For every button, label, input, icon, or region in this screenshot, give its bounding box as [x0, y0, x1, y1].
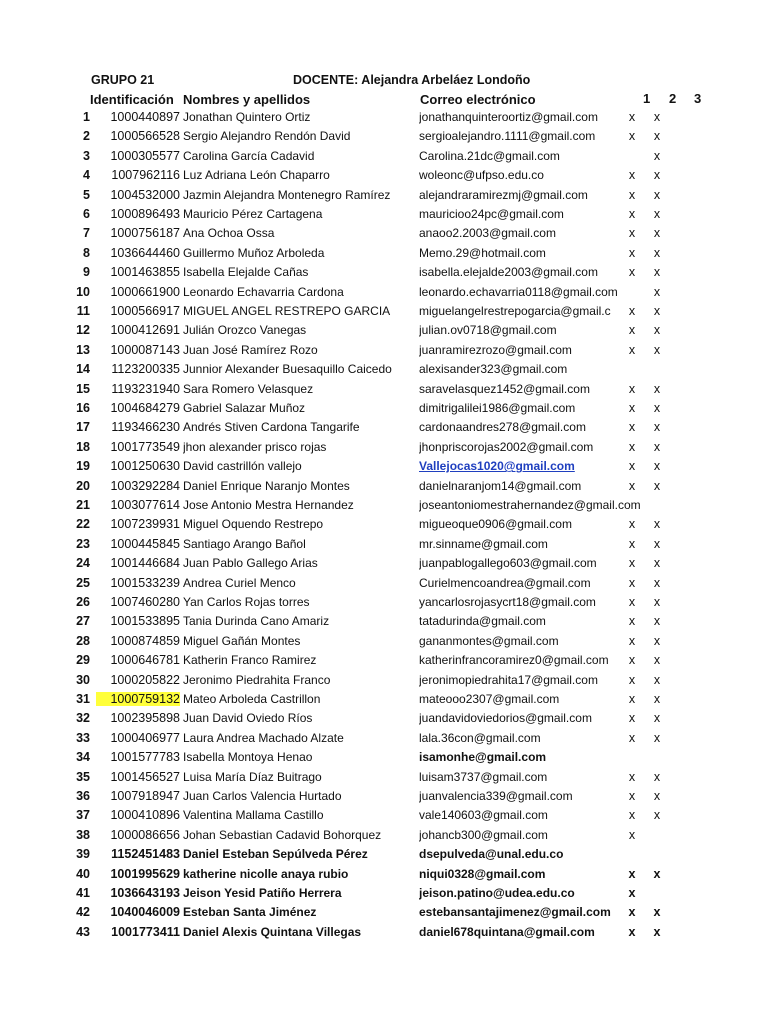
mark-2-cell: x — [653, 808, 661, 823]
email-cell: luisam3737@gmail.com — [419, 769, 548, 784]
row-number: 27 — [76, 614, 90, 629]
email-cell: vale140603@gmail.com — [419, 808, 548, 823]
mark-2-cell: x — [653, 226, 661, 241]
email-cell: lala.36con@gmail.com — [419, 730, 541, 745]
row-number: 14 — [76, 362, 90, 377]
email-cell: juanvalencia339@gmail.com — [419, 789, 573, 803]
row-number: 7 — [83, 226, 90, 241]
col-header-name: Nombres y apellidos — [183, 92, 311, 107]
email-cell: niqui0328@gmail.com — [419, 866, 546, 881]
identification-cell: 1001773549 — [110, 439, 180, 454]
mark-1-cell: x — [628, 575, 636, 590]
table-row — [0, 904, 768, 923]
row-number: 19 — [76, 459, 90, 474]
row-number: 33 — [76, 730, 90, 745]
identification-cell: 1000205822 — [110, 672, 180, 687]
name-cell: Luisa María Díaz Buitrago — [183, 769, 322, 784]
email-cell: jonathanquinteroortiz@gmail.com — [419, 110, 598, 124]
row-number: 10 — [76, 284, 90, 299]
email-cell: cardonaandres278@gmail.com — [419, 420, 586, 435]
name-cell: Sara Romero Velasquez — [183, 381, 314, 396]
identification-cell: 1001577783 — [110, 750, 180, 765]
mark-1-cell: x — [628, 459, 636, 474]
row-number: 29 — [76, 653, 90, 668]
row-number: 36 — [76, 789, 90, 803]
row-number: 15 — [76, 381, 90, 396]
mark-2-cell: x — [653, 401, 661, 415]
email-cell: julian.ov0718@gmail.com — [419, 323, 557, 338]
table-row — [0, 284, 768, 303]
identification-cell: 1036644460 — [110, 245, 180, 260]
col-header-1: 1 — [643, 91, 651, 106]
name-cell: Gabriel Salazar Muñoz — [183, 401, 306, 415]
email-cell: jeison.patino@udea.edu.co — [419, 886, 575, 900]
name-cell: Laura Andrea Machado Alzate — [183, 730, 344, 745]
identification-cell: 1001533239 — [110, 575, 180, 590]
name-cell: Jazmin Alejandra Montenegro Ramírez — [183, 187, 391, 202]
identification-cell: 1001773411 — [111, 924, 180, 939]
mark-1-cell: x — [628, 730, 636, 745]
name-cell: Jeison Yesid Patiño Herrera — [183, 886, 342, 900]
mark-1-cell: x — [628, 129, 636, 144]
table-row — [0, 400, 768, 419]
mark-1-cell: x — [628, 226, 636, 241]
table-row — [0, 264, 768, 283]
mark-2-cell: x — [653, 187, 661, 202]
mark-2-cell: x — [653, 575, 661, 590]
name-cell: katherine nicolle anaya rubio — [183, 866, 349, 881]
email-cell: alejandraramirezmj@gmail.com — [419, 187, 588, 202]
row-number: 12 — [76, 323, 90, 338]
email-cell: estebansantajimenez@gmail.com — [419, 905, 611, 920]
table-row — [0, 245, 768, 264]
email-cell: isamonhe@gmail.com — [419, 750, 547, 765]
mark-1-cell: x — [628, 905, 636, 920]
table-row — [0, 148, 768, 167]
name-cell: Juan Pablo Gallego Arias — [183, 556, 318, 571]
mark-2-cell: x — [653, 517, 661, 532]
mark-2-cell: x — [653, 110, 661, 124]
table-row — [0, 924, 768, 943]
mark-2-cell: x — [653, 595, 661, 609]
name-cell: Miguel Gañán Montes — [183, 633, 301, 648]
col-header-3: 3 — [694, 91, 702, 106]
name-cell: Daniel Enrique Naranjo Montes — [183, 478, 350, 493]
row-number: 35 — [76, 769, 90, 784]
identification-cell: 1000646781 — [110, 653, 180, 668]
name-cell: Johan Sebastian Cadavid Bohorquez — [183, 827, 382, 842]
mark-1-cell: x — [628, 401, 636, 415]
identification-cell: 1000305577 — [110, 148, 180, 163]
table-row — [0, 613, 768, 632]
name-cell: Isabella Elejalde Cañas — [183, 265, 309, 280]
mark-2-cell: x — [653, 866, 661, 881]
table-row — [0, 827, 768, 846]
mark-1-cell: x — [628, 439, 636, 454]
table-row — [0, 109, 768, 128]
identification-cell: 1040046009 — [110, 905, 180, 920]
row-number: 23 — [76, 536, 90, 551]
identification-cell: 1000406977 — [110, 730, 180, 745]
row-number: 16 — [76, 401, 90, 415]
mark-1-cell: x — [628, 886, 636, 900]
mark-1-cell: x — [628, 110, 636, 124]
email-cell: saravelasquez1452@gmail.com — [419, 381, 590, 396]
identification-cell: 1004684279 — [110, 401, 180, 415]
name-cell: Esteban Santa Jiménez — [183, 905, 317, 920]
table-row — [0, 846, 768, 865]
identification-cell: 1007239931 — [110, 517, 180, 532]
mark-1-cell: x — [628, 304, 636, 318]
table-row — [0, 342, 768, 361]
identification-cell: 1000756187 — [110, 226, 180, 241]
mark-1-cell: x — [628, 711, 636, 726]
mark-2-cell: x — [653, 129, 661, 144]
table-row — [0, 381, 768, 400]
name-cell: Miguel Oquendo Restrepo — [183, 517, 324, 532]
identification-cell: 1007460280 — [110, 595, 180, 609]
identification-cell: 1004532000 — [110, 187, 180, 202]
table-row — [0, 361, 768, 380]
name-cell: Carolina García Cadavid — [183, 148, 315, 163]
mark-2-cell: x — [653, 245, 661, 260]
email-cell: mateooo2307@gmail.com — [419, 692, 560, 706]
table-row — [0, 788, 768, 807]
mark-2-cell: x — [653, 420, 661, 435]
mark-1-cell: x — [628, 827, 636, 842]
table-row — [0, 633, 768, 652]
identification-cell: 1000445845 — [110, 536, 180, 551]
identification-cell: 1000412691 — [110, 323, 180, 338]
mark-2-cell: x — [653, 342, 661, 357]
mark-2-cell: x — [653, 284, 661, 299]
row-number: 41 — [76, 886, 90, 900]
name-cell: Tania Durinda Cano Amariz — [183, 614, 330, 629]
name-cell: Leonardo Echavarria Cardona — [183, 284, 344, 299]
identification-cell: 1001446684 — [110, 556, 180, 571]
mark-2-cell: x — [653, 769, 661, 784]
table-row — [0, 225, 768, 244]
mark-1-cell: x — [628, 924, 636, 939]
mark-1-cell: x — [628, 595, 636, 609]
name-cell: Guillermo Muñoz Arboleda — [183, 245, 325, 260]
mark-2-cell: x — [653, 633, 661, 648]
name-cell: Juan José Ramírez Rozo — [183, 342, 318, 357]
identification-cell: 1152451483 — [111, 847, 180, 862]
table-row — [0, 652, 768, 671]
name-cell: MIGUEL ANGEL RESTREPO GARCIA — [183, 304, 391, 318]
row-number: 30 — [76, 672, 90, 687]
email-cell[interactable]: Vallejocas1020@gmail.com — [419, 459, 575, 474]
table-row — [0, 691, 768, 710]
mark-1-cell: x — [628, 556, 636, 571]
mark-1-cell: x — [628, 207, 636, 221]
table-row — [0, 303, 768, 322]
table-row — [0, 322, 768, 341]
mark-2-cell: x — [653, 148, 661, 163]
row-number: 6 — [83, 207, 90, 221]
row-number: 11 — [76, 304, 90, 318]
name-cell: Julián Orozco Vanegas — [183, 323, 307, 338]
mark-1-cell: x — [628, 808, 636, 823]
email-cell: juanpablogallego603@gmail.com — [419, 556, 597, 571]
email-cell: dsepulveda@unal.edu.co — [419, 847, 564, 862]
mark-1-cell: x — [628, 187, 636, 202]
mark-1-cell: x — [628, 769, 636, 784]
email-cell: woleonc@ufpso.edu.co — [419, 168, 544, 183]
row-number: 32 — [76, 711, 90, 726]
identification-cell: 1000759132 — [96, 692, 180, 706]
row-number: 9 — [83, 265, 90, 280]
mark-1-cell: x — [628, 265, 636, 280]
name-cell: Jose Antonio Mestra Hernandez — [183, 498, 354, 512]
row-number: 17 — [76, 420, 90, 435]
name-cell: Jeronimo Piedrahita Franco — [183, 672, 331, 687]
table-row — [0, 555, 768, 574]
name-cell: Katherin Franco Ramirez — [183, 653, 317, 668]
email-cell: leonardo.echavarria0118@gmail.com — [419, 284, 618, 299]
mark-1-cell: x — [628, 381, 636, 396]
name-cell: Sergio Alejandro Rendón David — [183, 129, 351, 144]
email-cell: Curielmencoandrea@gmail.com — [419, 575, 591, 590]
mark-1-cell: x — [628, 653, 636, 668]
table-row — [0, 594, 768, 613]
name-cell: Isabella Montoya Henao — [183, 750, 313, 765]
email-cell: mr.sinname@gmail.com — [419, 536, 548, 551]
row-number: 5 — [83, 187, 90, 202]
identification-cell: 1003077614 — [110, 498, 180, 512]
identification-cell: 1001995629 — [110, 866, 180, 881]
identification-cell: 1007918947 — [110, 789, 180, 803]
row-number: 34 — [76, 750, 90, 765]
col-header-2: 2 — [669, 91, 677, 106]
identification-cell: 1193466230 — [111, 420, 180, 435]
row-number: 26 — [76, 595, 90, 609]
row-number: 1 — [83, 110, 90, 124]
row-number: 39 — [76, 847, 90, 862]
identification-cell: 1001250630 — [110, 459, 180, 474]
row-number: 2 — [83, 129, 90, 144]
table-row — [0, 575, 768, 594]
mark-1-cell: x — [628, 478, 636, 493]
row-number: 37 — [76, 808, 90, 823]
mark-2-cell: x — [653, 168, 661, 183]
identification-cell: 1000086656 — [110, 827, 180, 842]
mark-2-cell: x — [653, 265, 661, 280]
row-number: 40 — [76, 866, 90, 881]
table-row — [0, 167, 768, 186]
email-cell: gananmontes@gmail.com — [419, 633, 559, 648]
mark-2-cell: x — [653, 556, 661, 571]
identification-cell: 1001456527 — [110, 769, 180, 784]
row-number: 21 — [76, 498, 90, 512]
mark-1-cell: x — [628, 323, 636, 338]
email-cell: sergioalejandro.1111@gmail.com — [419, 129, 596, 144]
mark-2-cell: x — [653, 730, 661, 745]
row-number: 22 — [76, 517, 90, 532]
identification-cell: 1007962116 — [111, 168, 180, 183]
table-row — [0, 730, 768, 749]
mark-2-cell: x — [653, 711, 661, 726]
name-cell: Yan Carlos Rojas torres — [183, 595, 310, 609]
name-cell: Mateo Arboleda Castrillon — [183, 692, 321, 706]
email-cell: jeronimopiedrahita17@gmail.com — [419, 672, 598, 687]
mark-2-cell: x — [653, 439, 661, 454]
mark-1-cell: x — [628, 614, 636, 629]
table-row — [0, 128, 768, 147]
mark-2-cell: x — [653, 323, 661, 338]
name-cell: Andrés Stiven Cardona Tangarife — [183, 420, 360, 435]
mark-1-cell: x — [628, 245, 636, 260]
email-cell: Memo.29@hotmail.com — [419, 245, 546, 260]
row-number: 8 — [83, 245, 90, 260]
email-cell: daniel678quintana@gmail.com — [419, 924, 595, 939]
table-row — [0, 749, 768, 768]
mark-1-cell: x — [628, 672, 636, 687]
identification-cell: 1123200335 — [111, 362, 180, 377]
name-cell: Ana Ochoa Ossa — [183, 226, 275, 241]
table-row — [0, 516, 768, 535]
table-row — [0, 187, 768, 206]
email-cell: alexisander323@gmail.com — [419, 362, 568, 377]
name-cell: Santiago Arango Bañol — [183, 536, 306, 551]
mark-1-cell: x — [628, 517, 636, 532]
table-row — [0, 439, 768, 458]
email-cell: danielnaranjom14@gmail.com — [419, 478, 582, 493]
mark-2-cell: x — [653, 478, 661, 493]
table-row — [0, 497, 768, 516]
identification-cell: 1000566528 — [110, 129, 180, 144]
table-row — [0, 807, 768, 826]
identification-cell: 1002395898 — [110, 711, 180, 726]
identification-cell: 1000087143 — [110, 342, 180, 357]
table-row — [0, 478, 768, 497]
email-cell: mauricioo24pc@gmail.com — [419, 207, 564, 221]
email-cell: johancb300@gmail.com — [419, 827, 548, 842]
mark-2-cell: x — [653, 304, 661, 318]
table-row — [0, 419, 768, 438]
name-cell: jhon alexander prisco rojas — [183, 439, 327, 454]
table-row — [0, 206, 768, 225]
col-header-id: Identificación — [90, 92, 174, 107]
mark-2-cell: x — [653, 614, 661, 629]
mark-1-cell: x — [628, 789, 636, 803]
identification-cell: 1003292284 — [110, 478, 180, 493]
identification-cell: 1000410896 — [110, 808, 180, 823]
mark-1-cell: x — [628, 866, 636, 881]
name-cell: Jonathan Quintero Ortiz — [183, 110, 311, 124]
identification-cell: 1000566917 — [110, 304, 180, 318]
row-number: 24 — [76, 556, 90, 571]
email-cell: yancarlosrojasycrt18@gmail.com — [419, 595, 596, 609]
row-number: 13 — [76, 342, 90, 357]
identification-cell: 1193231940 — [111, 381, 180, 396]
email-cell: migueoque0906@gmail.com — [419, 517, 572, 532]
identification-cell: 1000440897 — [110, 110, 180, 124]
name-cell: David castrillón vallejo — [183, 459, 302, 474]
email-cell: katherinfrancoramirez0@gmail.com — [419, 653, 609, 668]
table-row — [0, 536, 768, 555]
row-number: 28 — [76, 633, 90, 648]
email-cell: miguelangelrestrepogarcia@gmail.c — [419, 304, 611, 318]
name-cell: Junnior Alexander Buesaquillo Caicedo — [183, 362, 392, 377]
email-cell: Carolina.21dc@gmail.com — [419, 148, 560, 163]
name-cell: Andrea Curiel Menco — [183, 575, 296, 590]
row-number: 18 — [76, 439, 90, 454]
name-cell: Mauricio Pérez Cartagena — [183, 207, 323, 221]
email-cell: juanramirezrozo@gmail.com — [419, 342, 572, 357]
identification-cell: 1000874859 — [110, 633, 180, 648]
email-cell: anaoo2.2003@gmail.com — [419, 226, 556, 241]
email-cell: isabella.elejalde2003@gmail.com — [419, 265, 598, 280]
email-cell: juandavidoviedorios@gmail.com — [419, 711, 592, 726]
row-number: 38 — [76, 827, 90, 842]
name-cell: Valentina Mallama Castillo — [183, 808, 324, 823]
table-row — [0, 866, 768, 885]
mark-2-cell: x — [653, 924, 661, 939]
email-cell: jhonpriscorojas2002@gmail.com — [419, 439, 594, 454]
name-cell: Daniel Alexis Quintana Villegas — [183, 924, 362, 939]
mark-2-cell: x — [653, 692, 661, 706]
table-row — [0, 710, 768, 729]
mark-1-cell: x — [628, 633, 636, 648]
table-row — [0, 458, 768, 477]
email-cell: dimitrigalilei1986@gmail.com — [419, 401, 576, 415]
name-cell: Daniel Esteban Sepúlveda Pérez — [183, 847, 368, 862]
teacher-label: DOCENTE: Alejandra Arbeláez Londoño — [293, 73, 531, 87]
table-row — [0, 672, 768, 691]
mark-1-cell: x — [628, 168, 636, 183]
name-cell: Juan David Oviedo Ríos — [183, 711, 313, 726]
mark-1-cell: x — [628, 536, 636, 551]
identification-cell: 1001533895 — [110, 614, 180, 629]
email-cell: joseantoniomestrahernandez@gmail.com — [419, 498, 641, 512]
table-row — [0, 885, 768, 904]
mark-2-cell: x — [653, 653, 661, 668]
identification-cell: 1036643193 — [110, 886, 180, 900]
mark-2-cell: x — [653, 672, 661, 687]
identification-cell: 1000661900 — [110, 284, 180, 299]
mark-1-cell: x — [628, 692, 636, 706]
mark-2-cell: x — [653, 536, 661, 551]
row-number: 3 — [83, 148, 90, 163]
row-number: 42 — [76, 905, 90, 920]
name-cell: Juan Carlos Valencia Hurtado — [183, 789, 342, 803]
mark-2-cell: x — [653, 381, 661, 396]
row-number: 31 — [76, 692, 90, 706]
row-number: 43 — [76, 924, 90, 939]
identification-cell: 1001463855 — [110, 265, 180, 280]
mark-1-cell: x — [628, 342, 636, 357]
row-number: 25 — [76, 575, 90, 590]
row-number: 4 — [83, 168, 90, 183]
table-row — [0, 769, 768, 788]
mark-2-cell: x — [653, 905, 661, 920]
name-cell: Luz Adriana León Chaparro — [183, 168, 330, 183]
mark-1-cell: x — [628, 420, 636, 435]
col-header-email: Correo electrónico — [420, 92, 536, 107]
email-cell: tatadurinda@gmail.com — [419, 614, 546, 629]
mark-2-cell: x — [653, 207, 661, 221]
mark-2-cell: x — [653, 789, 661, 803]
mark-2-cell: x — [653, 459, 661, 474]
group-label: GRUPO 21 — [91, 73, 155, 87]
row-number: 20 — [76, 478, 90, 493]
identification-cell: 1000896493 — [110, 207, 180, 221]
